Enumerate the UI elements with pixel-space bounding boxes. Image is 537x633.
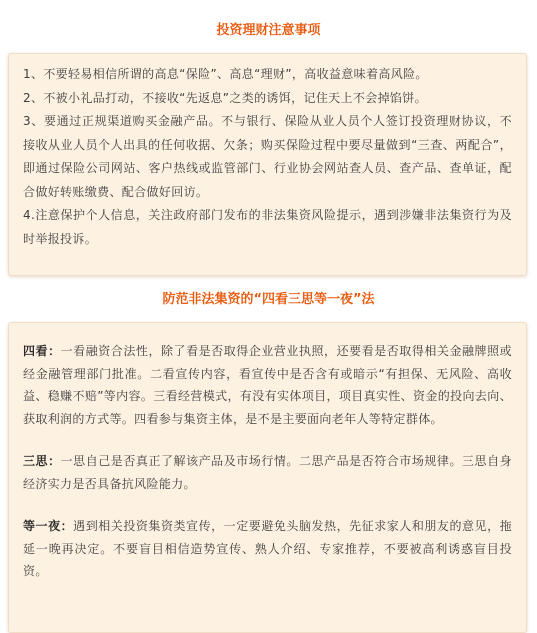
paragraph-gap: [23, 495, 512, 515]
paragraph-text: 一看融资合法性，除了看是否取得企业营业执照，还要看是否取得相关金融牌照或经金融管理部门批准。二看宣传内容，看宣传中是否含有或暗示“有担保、无风险、高收益、稳赚不赔”等内容。三看经营模式，有没有实体项目，项目真实性、资金的投向去向、获取利润的方式等。四看参与集资主体，是不是主要面向老年人等特定群体。: [23, 344, 512, 426]
section-title-investment-tips: 投资理财注意事项: [216, 23, 321, 38]
paragraph-text: 一思自己是否真正了解该产品及市场行情。二思产品是否符合市场规律。三思自身经济实力是否具备抗风险能力。: [23, 454, 512, 491]
paragraph-wait-one-night: [23, 515, 512, 583]
tip-item-2: 2、不被小礼品打动，不接收“先返息”之类的诱饵，记住天上不会掉馅饼。: [23, 90, 427, 105]
paragraph-text: 遇到相关投资集资类宣传，一定要避免头脑发热，先征求家人和朋友的意见，拖延一晚再决定。不要盲目相信造势宣传、熟人介绍、专家推荐，不要被高利诱惑盲目投资。: [23, 519, 512, 578]
paragraph-three-thoughts: [23, 450, 512, 495]
investment-tips-box: [8, 53, 527, 276]
tip-item-1: 1、不要轻易相信所谓的高息“保险”、高息“理财”，高收益意味着高风险。: [23, 67, 428, 81]
anti-fundraising-box: [8, 322, 527, 633]
paragraph-gap: [23, 430, 512, 450]
paragraph-lead: 四看：: [23, 344, 61, 358]
paragraph-lead: 三思：: [23, 454, 61, 468]
paragraph-four-looks: [23, 340, 512, 430]
tip-item-4: 4.注意保护个人信息，关注政府部门发布的非法集资风险提示，遇到涉嫌非法集资行为及时举报投诉。: [23, 208, 512, 246]
section-title-anti-illegal-fundraising: 防范非法集资的“四看三思等一夜”法: [162, 292, 375, 307]
paragraph-lead: 等一夜：: [23, 519, 74, 533]
tip-item-3: 3、要通过正规渠道购买金融产品。不与银行、保险从业人员个人签订投资理财协议，不接收从业人员个人出具的任何收据、欠条；购买保险过程中要尽量做到“三查、两配合”，即通过保险公司网站、客户热线或监管部门、行业协会网站查人员、查产品、查单证，配合做好转账缴费、配合做好回访。: [23, 114, 512, 199]
